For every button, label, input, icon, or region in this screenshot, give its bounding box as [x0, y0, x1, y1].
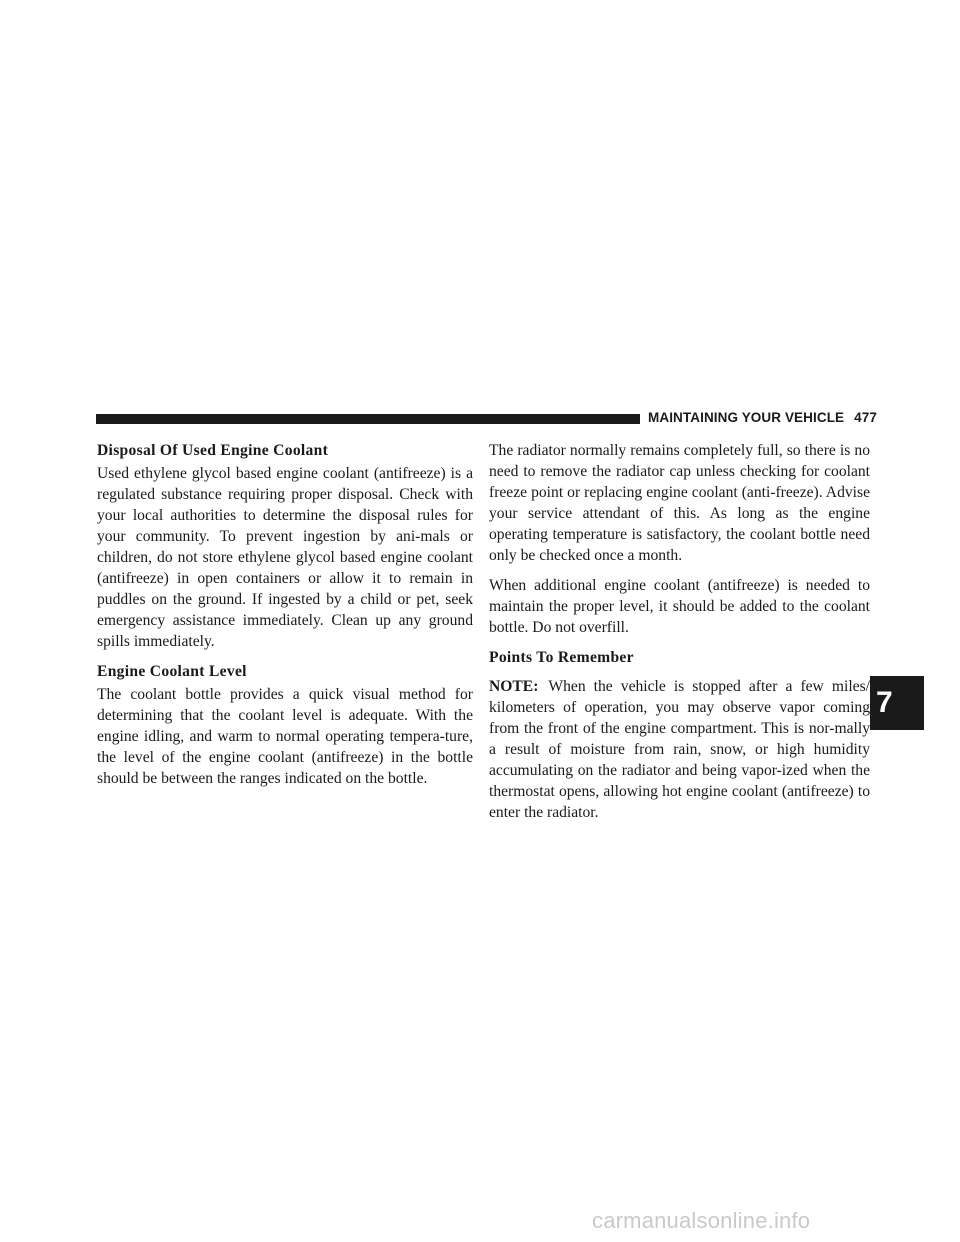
note-paragraph — [489, 676, 870, 823]
section-title: MAINTAINING YOUR VEHICLE — [648, 410, 845, 425]
points-heading: Points To Remember — [489, 649, 634, 666]
chapter-number: 7 — [876, 686, 893, 719]
note-label: NOTE: — [489, 678, 539, 695]
disposal-heading: Disposal Of Used Engine Coolant — [97, 442, 329, 459]
chapter-tab — [870, 676, 924, 730]
header-rule — [96, 414, 640, 424]
disposal-paragraph: Used ethylene glycol based engine coolant (antifreeze) is a regulated substance requiring proper disposal. Check with your local authorities to determine the disposal rules for your community. To prevent ingestion by ani-mals or children, do not store ethylene glycol based engine coolant (antifreeze) in open containers or allow it to remain in puddles on the ground. If ingested by a child or pet, seek emergency assistance immediately. Clean up any ground spills immediately. — [97, 465, 473, 650]
running-header — [648, 410, 877, 425]
left-column — [97, 440, 473, 789]
page-number: 477 — [854, 410, 877, 425]
radiator-paragraph: The radiator normally remains completely full, so there is no need to remove the radiator cap unless checking for coolant freeze point or replacing engine coolant (anti-freeze). Advise your service attendant of this. As long as the engine operating temperature is satisfactory, the coolant bottle need only be checked once a month. — [489, 442, 870, 564]
coolant-level-paragraph: The coolant bottle provides a quick visual method for determining that the coolant level is adequate. With the engine idling, and warm to normal operating tempera-ture, the level of the engine coolant (antifreeze) in the bottle should be between the ranges indicated on the bottle. — [97, 686, 473, 787]
additional-coolant-paragraph: When additional engine coolant (antifreeze) is needed to maintain the proper level, it should be added to the coolant bottle. Do not overfill. — [489, 577, 870, 636]
right-column — [489, 440, 870, 823]
note-text: When the vehicle is stopped after a few miles/ kilometers of operation, you may observe vapor coming from the front of the engine compartment. This is nor-mally a result of moisture from rain, snow, or high humidity accumulating on the radiator and being vapor-ized when the thermostat opens, allowing hot engine coolant (antifreeze) to enter the radiator. — [489, 678, 870, 821]
coolant-level-heading: Engine Coolant Level — [97, 663, 247, 680]
watermark: carmanualsonline.info — [592, 1208, 811, 1233]
